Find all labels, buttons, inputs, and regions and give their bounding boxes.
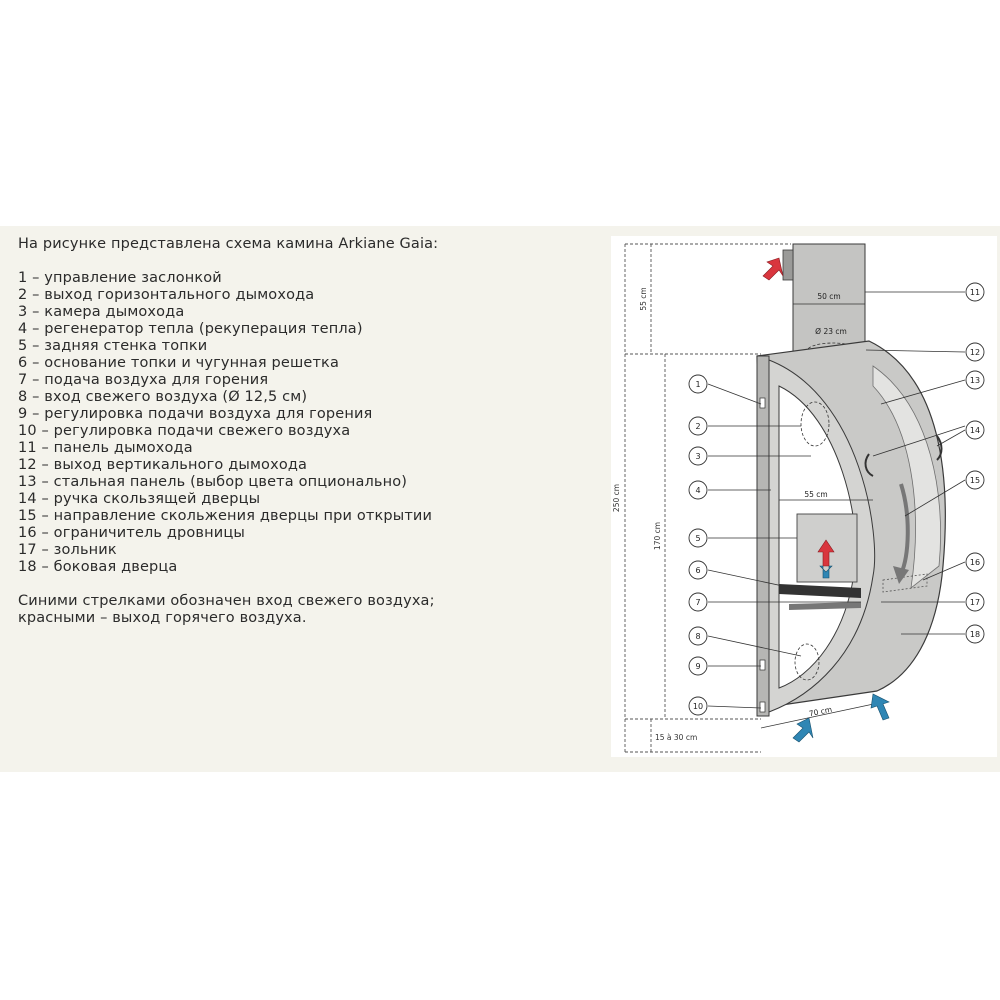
callout-16 — [966, 553, 984, 571]
dim-chimney-height: 55 cm — [639, 287, 648, 311]
svg-text:2: 2 — [695, 422, 701, 431]
svg-text:15: 15 — [969, 476, 981, 485]
callout-17 — [966, 593, 984, 611]
legend-item-9: 9 – регулировка подачи воздуха для горения — [18, 406, 373, 422]
callout-1 — [689, 375, 707, 393]
svg-text:14: 14 — [969, 426, 981, 435]
dim-floor-gap: 15 à 30 cm — [655, 733, 698, 742]
svg-text:9: 9 — [695, 662, 701, 671]
dim-depth: 70 cm — [808, 704, 833, 719]
fireplace-body — [757, 341, 945, 728]
dim-total-height: 250 cm — [612, 483, 621, 513]
fireplace-diagram — [611, 236, 997, 757]
callout-15 — [966, 471, 984, 489]
fresh-air-arrow-side — [871, 694, 889, 720]
callout-18 — [966, 625, 984, 643]
callout-3 — [689, 447, 707, 465]
svg-text:6: 6 — [695, 566, 701, 575]
dim-body-height: 170 cm — [653, 521, 662, 551]
combustion-air-control — [760, 660, 765, 670]
legend-note-blue: Синими стрелками обозначен вход свежего воздуха; — [18, 593, 435, 609]
svg-text:18: 18 — [969, 630, 981, 639]
legend-item-2: 2 – выход горизонтального дымохода — [18, 287, 315, 303]
fireplace-diagram-svg — [611, 236, 997, 757]
legend-item-7: 7 – подача воздуха для горения — [18, 372, 269, 388]
svg-text:8: 8 — [695, 632, 701, 641]
dim-flue-diameter: Ø 23 cm — [815, 327, 847, 336]
callout-6 — [689, 561, 707, 579]
legend-text — [18, 236, 608, 627]
svg-text:5: 5 — [695, 534, 701, 543]
callout-4 — [689, 481, 707, 499]
legend-item-6: 6 – основание топки и чугунная решетка — [18, 355, 340, 371]
legend-item-4: 4 – регенератор тепла (рекуперация тепла) — [18, 321, 363, 337]
legend-item-3: 3 – камера дымохода — [18, 304, 185, 320]
legend-item-14: 14 – ручка скользящей дверцы — [18, 491, 261, 507]
legend-item-10: 10 – регулировка подачи свежего воздуха — [18, 423, 351, 439]
callout-8 — [689, 627, 707, 645]
legend-item-17: 17 – зольник — [18, 542, 117, 558]
svg-text:13: 13 — [969, 376, 981, 385]
callout-12 — [966, 343, 984, 361]
legend-item-11: 11 – панель дымохода — [18, 440, 193, 456]
svg-text:17: 17 — [969, 598, 981, 607]
legend-item-12: 12 – выход вертикального дымохода — [18, 457, 308, 473]
callout-13 — [966, 371, 984, 389]
callout-10 — [689, 697, 707, 715]
svg-text:12: 12 — [969, 348, 981, 357]
legend-item-18: 18 – боковая дверца — [18, 559, 178, 575]
legend-note-red: красными – выход горячего воздуха. — [18, 610, 307, 626]
legend-item-15: 15 – направление скольжения дверцы при открытии — [18, 508, 433, 524]
callout-5 — [689, 529, 707, 547]
legend-item-16: 16 – ограничитель дровницы — [18, 525, 245, 541]
svg-text:1: 1 — [695, 380, 701, 389]
legend-item-8: 8 – вход свежего воздуха (Ø 12,5 см) — [18, 389, 308, 405]
hot-air-arrow-top — [763, 258, 783, 280]
svg-text:4: 4 — [695, 486, 701, 495]
callout-14 — [966, 421, 984, 439]
svg-text:11: 11 — [969, 288, 981, 297]
callout-7 — [689, 593, 707, 611]
legend-intro: На рисунке представлена схема камина Arkiane Gaia: — [18, 236, 439, 252]
callout-11 — [966, 283, 984, 301]
svg-text:10: 10 — [692, 702, 704, 711]
svg-text:7: 7 — [695, 598, 701, 607]
legend-item-5: 5 – задняя стенка топки — [18, 338, 208, 354]
legend-item-13: 13 – стальная панель (выбор цвета опционально) — [18, 474, 408, 490]
legend-item-1: 1 – управление заслонкой — [18, 270, 222, 286]
dim-chimney-width: 50 cm — [817, 292, 841, 301]
svg-text:16: 16 — [969, 558, 981, 567]
fresh-air-arrow-bottom — [793, 718, 813, 742]
damper-control — [760, 398, 765, 408]
fresh-air-control — [760, 702, 765, 712]
svg-text:3: 3 — [695, 452, 701, 461]
callout-9 — [689, 657, 707, 675]
dim-hearth-width: 55 cm — [804, 490, 828, 499]
callout-2 — [689, 417, 707, 435]
